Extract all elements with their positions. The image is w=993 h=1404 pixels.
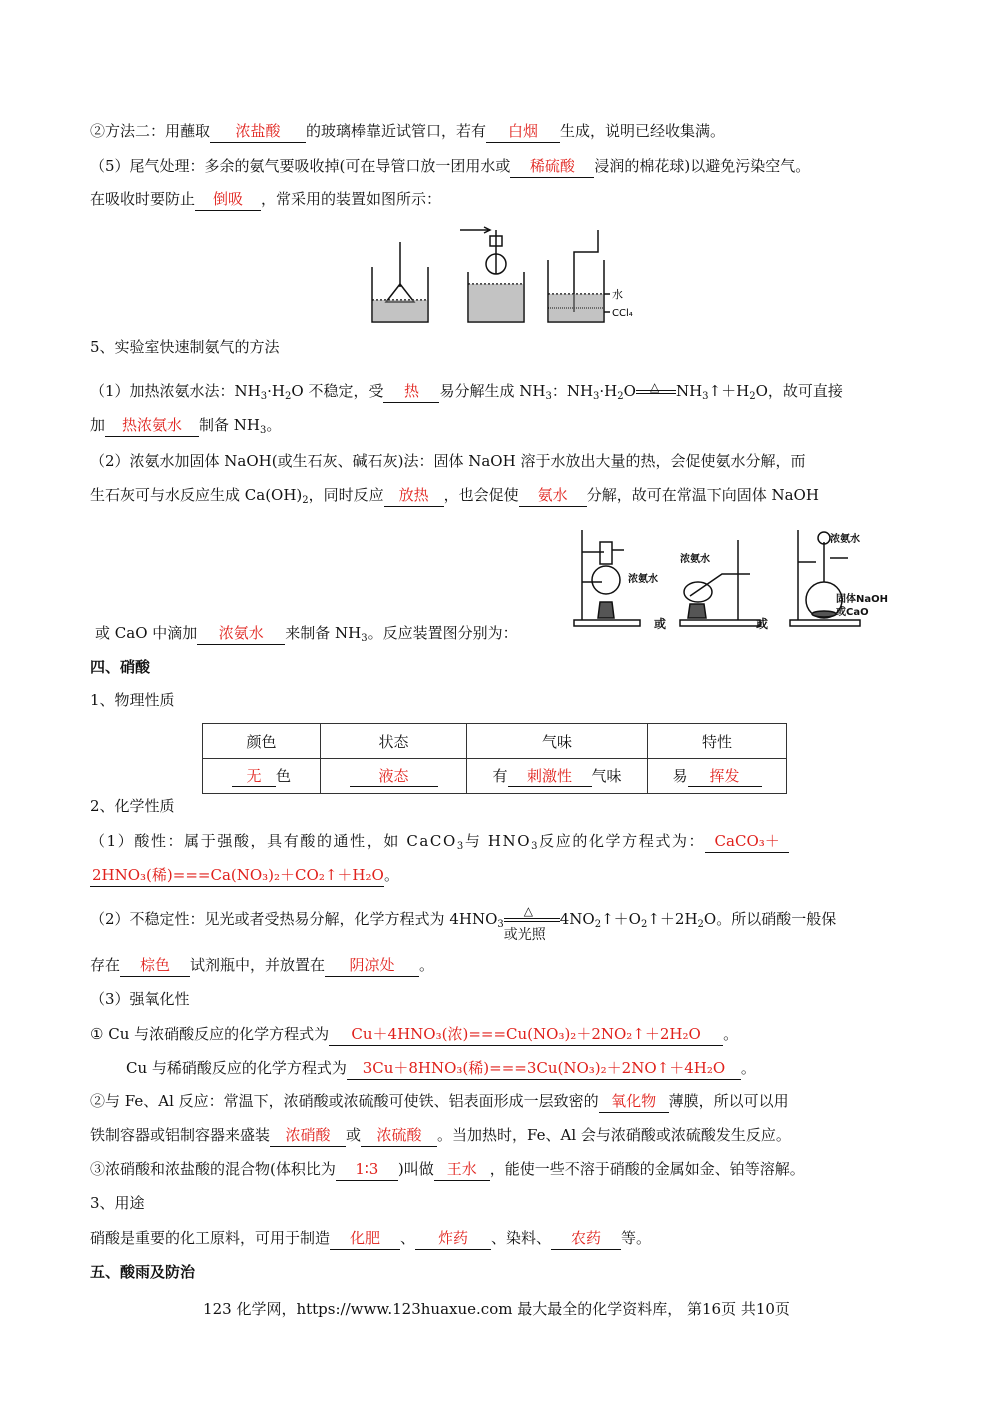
line-tail-gas: （5）尾气处理：多余的氨气要吸收掉(可在导管口放一团用水或 稀硫酸 浸润的棉花球)以避免污染空气。 <box>90 155 810 178</box>
label-conc-ammonia-3: 浓氨水 <box>830 534 860 545</box>
answer-blank: 氨水 <box>519 484 587 507</box>
label-water: 水 <box>612 288 623 301</box>
absorption-apparatus-figure <box>360 222 640 328</box>
answer-blank: 1∶3 <box>336 1158 398 1181</box>
line-prepare-nh3: 加 热浓氨水 制备 $NH_3$。 <box>90 416 282 436</box>
label-conc-ammonia-1: 浓氨水 <box>628 574 658 585</box>
page-footer: 123 化学网，https://www.123huaxue.com 最大最全的化学资料库， 第16页 共10页 <box>203 1300 790 1318</box>
answer-blank: Cu＋4HNO₃(浓)===Cu(NO₃)₂＋2NO₂↑＋2H₂O <box>329 1023 723 1046</box>
line-aqua-regia: ③浓硝酸和浓盐酸的混合物(体积比为 1∶3 )叫做 王水 ，能使一些不溶于硝酸的金属如金、铂等溶解。 <box>90 1158 805 1181</box>
line-cu-dilute-nitric: Cu 与稀硝酸反应的化学方程式为 3Cu＋8HNO₃(稀)===3Cu(NO₃)₂＋2NO↑＋4H₂O 。 <box>126 1057 756 1080</box>
line-cao-dropwise: 或 CaO 中滴加 浓氨水 来制备 $NH_3$。反应装置图分别为： <box>95 624 518 644</box>
answer-blank: 农药 <box>551 1227 621 1250</box>
line-prevent-backflow: 在吸收时要防止 倒吸 ，常采用的装置如图所示： <box>90 188 441 211</box>
section-physical-properties: 1、物理性质 <box>90 691 175 709</box>
answer-blank: 浓硫酸 <box>361 1124 437 1147</box>
answer-blank: 白烟 <box>486 120 560 143</box>
heat-arrow: △ <box>636 390 676 394</box>
label-or-1: 或 <box>654 617 667 631</box>
section-nitric-acid-title: 四、硝酸 <box>90 658 151 676</box>
label-or-2: 或 <box>756 617 769 631</box>
answer-blank: 热浓氨水 <box>105 414 199 437</box>
reaction-apparatus-figure <box>572 522 902 632</box>
label-conc-ammonia-2: 浓氨水 <box>680 554 710 565</box>
line-storage: 存在 棕色 试剂瓶中，并放置在 阴凉处 。 <box>90 954 434 977</box>
answer-blank: 王水 <box>434 1158 490 1181</box>
line-naoh-method: （2）浓氨水加固体 NaOH(或生石灰、碱石灰)法：固体 NaOH 溶于水放出大量的热，会促使氨水分解，而 <box>90 452 806 470</box>
line-instability: （2）不稳定性：见光或者受热易分解，化学方程式为 $4HNO_3$ $\frac{\triangle}{\text{或光照}}$ $4NO_2↑+O_2↑+2H_2O$。所以硝酸一般保 <box>90 904 837 943</box>
label-ccl4: CCl₄ <box>612 308 633 319</box>
answer-blank: 氧化物 <box>599 1090 669 1113</box>
line-uses: 硝酸是重要的化工原料，可用于制造 化肥 、 炸药 、染料、 农药 等。 <box>90 1227 651 1250</box>
line-strong-oxidizing: （3）强氧化性 <box>90 990 190 1008</box>
section-acid-rain-title: 五、酸雨及防治 <box>90 1263 196 1281</box>
line-fe-al-reaction: ②与 Fe、Al 反应：常温下，浓硝酸或浓硫酸可使铁、铝表面形成一层致密的 氧化物 薄膜，所以可以用 <box>90 1090 789 1113</box>
label-solid-naoh: 固体NaOH <box>836 594 888 605</box>
answer-blank: 热 <box>383 380 439 403</box>
line-quicklime: 生石灰可与水反应生成 $Ca(OH)_2$，同时反应 放热 ，也会促使 氨水 分解，故可在常温下向固体 NaOH <box>90 486 819 506</box>
section-chemical-properties: 2、化学性质 <box>90 797 175 815</box>
answer-blank: 3Cu＋8HNO₃(稀)===3Cu(NO₃)₂＋2NO↑＋4H₂O <box>347 1057 741 1080</box>
line-acidity: （1）酸性：属于强酸，具有酸的通性，如 CaCO$_3$与 $HNO_3$反应的化学方程式为： CaCO₃＋ <box>90 830 789 853</box>
answer-blank: 浓盐酸 <box>210 120 306 143</box>
line-container: 铁制容器或铝制容器来盛装 浓硝酸 或 浓硫酸 。当加热时，Fe、Al 会与浓硝酸或浓硫酸发生反应。 <box>90 1124 791 1147</box>
decomposition-arrow: $\frac{\triangle}{\text{或光照}}$ <box>504 918 560 922</box>
line-method2: ②方法二：用蘸取 浓盐酸 的玻璃棒靠近试管口，若有 白烟 生成，说明已经收集满。 <box>90 120 725 143</box>
answer-blank: 2HNO₃(稀)===Ca(NO₃)₂＋CO₂↑＋H₂O <box>90 864 384 887</box>
table-header-row: 颜色 状态 气味 特性 <box>203 724 787 759</box>
answer-blank: 稀硫酸 <box>510 155 594 178</box>
answer-blank: 倒吸 <box>195 188 261 211</box>
answer-blank: 浓氨水 <box>197 622 285 645</box>
section-uses: 3、用途 <box>90 1194 145 1212</box>
answer-blank: 放热 <box>384 484 444 507</box>
table-row: 无 色 液态 有 刺激性 气味 易 挥发 <box>203 759 787 794</box>
line-acidity-equation: 2HNO₃(稀)===Ca(NO₃)₂＋CO₂↑＋H₂O。 <box>90 864 399 887</box>
answer-blank: CaCO₃＋ <box>705 830 789 853</box>
answer-blank: 炸药 <box>415 1227 491 1250</box>
line-heating-method: （1）加热浓氨水法：$NH_3\cdot H_2O$ 不稳定，受 热 易分解生成 $NH_3$：$NH_3\cdot H_2O$ △ $NH_3↑+H_2O$，故可直接 <box>90 380 843 402</box>
section-5-title: 5、实验室快速制氨气的方法 <box>90 338 280 356</box>
answer-blank: 棕色 <box>120 954 190 977</box>
answer-blank: 化肥 <box>330 1227 400 1250</box>
answer-blank: 阴凉处 <box>325 954 419 977</box>
label-or-cao: 或CaO <box>836 607 869 618</box>
physical-properties-table <box>202 723 787 794</box>
line-cu-conc-nitric: ① Cu 与浓硝酸反应的化学方程式为 Cu＋4HNO₃(浓)===Cu(NO₃)₂＋2NO₂↑＋2H₂O 。 <box>90 1023 738 1046</box>
answer-blank: 浓硝酸 <box>270 1124 346 1147</box>
